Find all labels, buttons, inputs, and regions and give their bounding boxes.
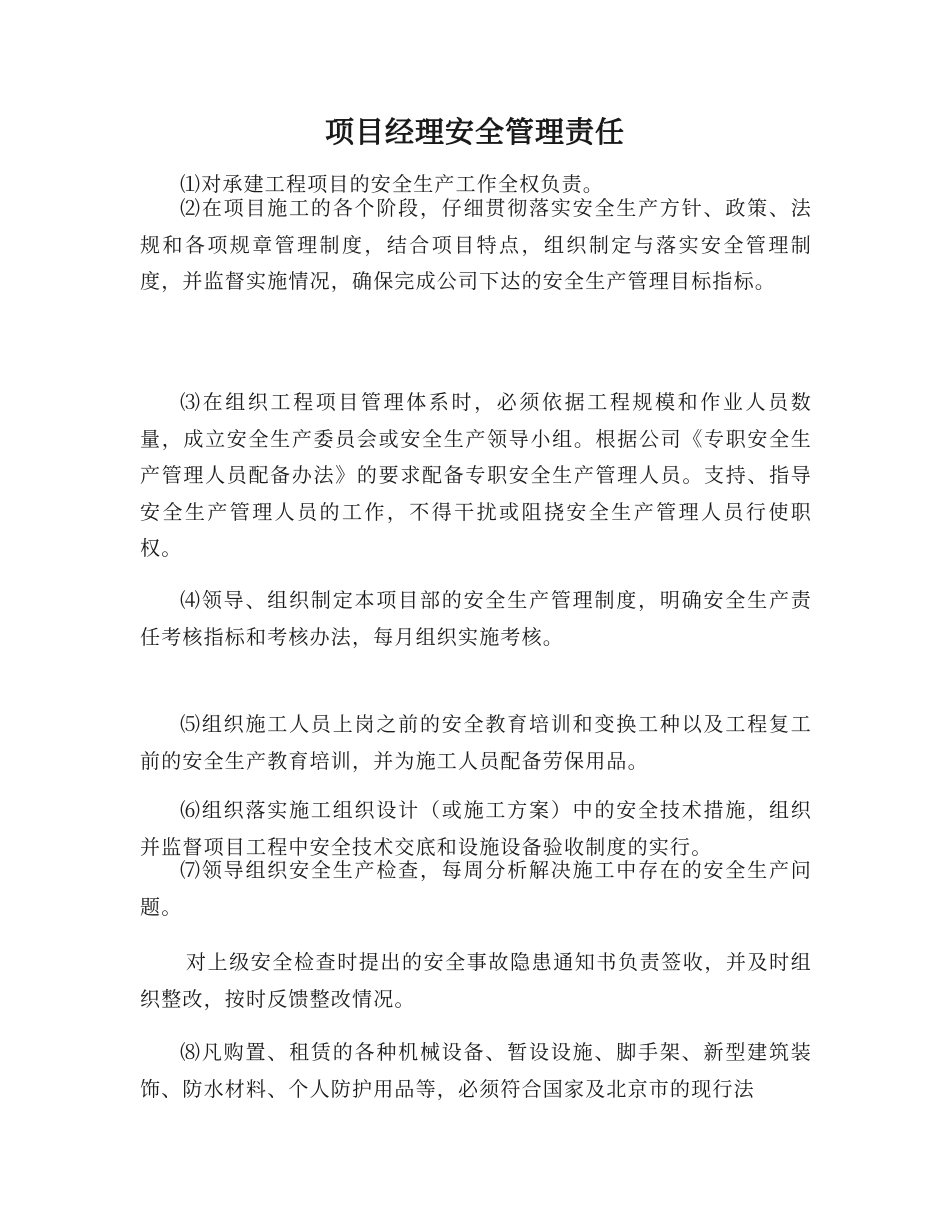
paragraph-1: ⑴对承建工程项目的安全生产工作全权负责。 xyxy=(180,172,604,196)
paragraph-2: ⑵在项目施工的各个阶段，仔细贯彻落实安全生产方针、政策、法规和各项规章管理制度，结合项目特点，组织制定与落实安全管理制度，并监督实施情况，确保完成公司下达的安全生产管理目标指标。 xyxy=(140,196,812,293)
paragraph-5: ⑸组织施工人员上岗之前的安全教育培训和变换工种以及工程复工前的安全生产教育培训，并为施工人员配备劳保用品。 xyxy=(140,712,812,773)
paragraph-3: ⑶在组织工程项目管理体系时，必须依据工程规模和作业人员数量，成立安全生产委员会或安全生产领导小组。根据公司《专职安全生产管理人员配备办法》的要求配备专职安全生产管理人员。支持、指导安全生产管理人员的工作，不得干扰或阻挠安全生产管理人员行使职权。 xyxy=(140,390,812,560)
paragraph-6: ⑹组织落实施工组织设计（或施工方案）中的安全技术措施，组织并监督项目工程中安全技术交底和设施设备验收制度的实行。 xyxy=(140,798,812,859)
paragraph-8: 对上级安全检查时提出的安全事故隐患通知书负责签收，并及时组织整改，按时反馈整改情况。 xyxy=(140,950,812,1011)
paragraph-4: ⑷领导、组织制定本项目部的安全生产管理制度，明确安全生产责任考核指标和考核办法，每月组织实施考核。 xyxy=(140,588,812,649)
paragraph-9: ⑻凡购置、租赁的各种机械设备、暂设设施、脚手架、新型建筑装饰、防水材料、个人防护用品等，必须符合国家及北京市的现行法 xyxy=(140,1040,812,1101)
paragraph-7: ⑺领导组织安全生产检查，每周分析解决施工中存在的安全生产问题。 xyxy=(140,858,812,919)
document-title: 项目经理安全管理责任 xyxy=(324,115,625,149)
